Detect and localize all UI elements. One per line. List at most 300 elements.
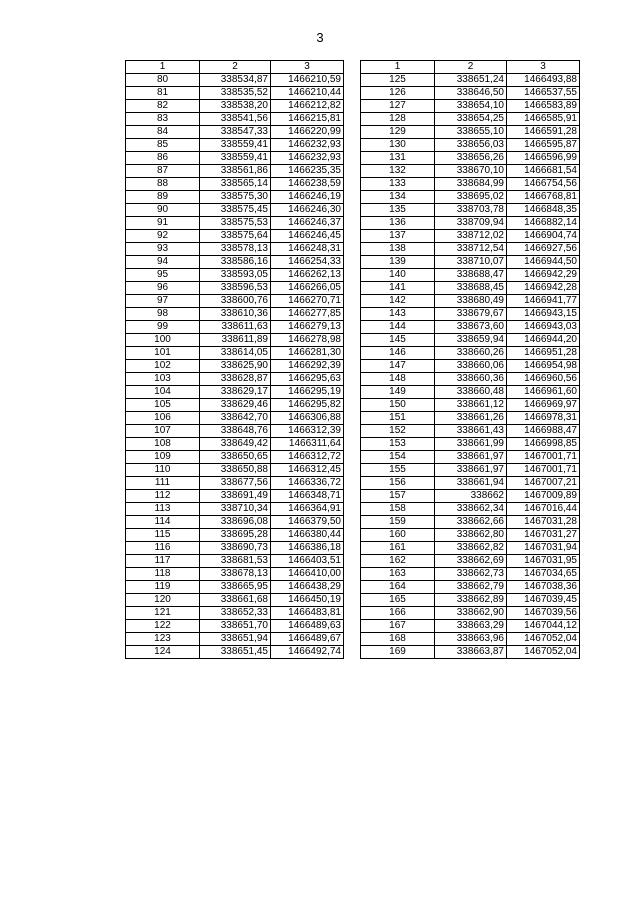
table-row <box>361 451 580 464</box>
table-row <box>126 139 344 152</box>
y-coordinate-cell: 1466944,20 <box>507 334 580 347</box>
x-coordinate-cell: 338649,42 <box>200 438 271 451</box>
point-number-cell: 80 <box>126 74 200 87</box>
x-coordinate-cell: 338688,45 <box>435 282 507 295</box>
y-coordinate-cell: 1466232,93 <box>271 152 344 165</box>
x-coordinate-cell: 338660,48 <box>435 386 507 399</box>
table-row <box>126 87 344 100</box>
x-coordinate-cell: 338575,30 <box>200 191 271 204</box>
table-row <box>361 438 580 451</box>
table-row <box>361 373 580 386</box>
y-coordinate-cell: 1466941,77 <box>507 295 580 308</box>
point-number-cell: 139 <box>361 256 435 269</box>
y-coordinate-cell: 1466978,31 <box>507 412 580 425</box>
table-row <box>126 373 344 386</box>
point-number-cell: 166 <box>361 607 435 620</box>
x-coordinate-cell: 338586,16 <box>200 256 271 269</box>
point-number-cell: 110 <box>126 464 200 477</box>
x-coordinate-cell: 338662,80 <box>435 529 507 542</box>
point-number-cell: 163 <box>361 568 435 581</box>
point-number-cell: 96 <box>126 282 200 295</box>
table-row <box>361 464 580 477</box>
column-header-3: 3 <box>271 61 344 74</box>
x-coordinate-cell: 338655,10 <box>435 126 507 139</box>
x-coordinate-cell: 338661,94 <box>435 477 507 490</box>
x-coordinate-cell: 338670,10 <box>435 165 507 178</box>
point-number-cell: 158 <box>361 503 435 516</box>
table-row <box>361 113 580 126</box>
table-body-left <box>126 74 344 659</box>
y-coordinate-cell: 1466295,63 <box>271 373 344 386</box>
y-coordinate-cell: 1466969,97 <box>507 399 580 412</box>
point-number-cell: 136 <box>361 217 435 230</box>
y-coordinate-cell: 1466492,74 <box>271 646 344 659</box>
x-coordinate-cell: 338541,56 <box>200 113 271 126</box>
point-number-cell: 124 <box>126 646 200 659</box>
y-coordinate-cell: 1467007,21 <box>507 477 580 490</box>
x-coordinate-cell: 338651,94 <box>200 633 271 646</box>
x-coordinate-cell: 338662 <box>435 490 507 503</box>
y-coordinate-cell: 1466246,45 <box>271 230 344 243</box>
table-row <box>361 490 580 503</box>
point-number-cell: 107 <box>126 425 200 438</box>
table-row <box>126 204 344 217</box>
y-coordinate-cell: 1467001,71 <box>507 464 580 477</box>
table-row <box>126 386 344 399</box>
point-number-cell: 134 <box>361 191 435 204</box>
x-coordinate-cell: 338665,95 <box>200 581 271 594</box>
x-coordinate-cell: 338611,89 <box>200 334 271 347</box>
point-number-cell: 115 <box>126 529 200 542</box>
table-row <box>126 165 344 178</box>
point-number-cell: 153 <box>361 438 435 451</box>
x-coordinate-cell: 338663,29 <box>435 620 507 633</box>
table-row <box>126 100 344 113</box>
y-coordinate-cell: 1466262,13 <box>271 269 344 282</box>
table-header-row <box>361 61 580 74</box>
table-row <box>361 269 580 282</box>
y-coordinate-cell: 1466943,03 <box>507 321 580 334</box>
y-coordinate-cell: 1466336,72 <box>271 477 344 490</box>
x-coordinate-cell: 338660,06 <box>435 360 507 373</box>
x-coordinate-cell: 338710,07 <box>435 256 507 269</box>
table-row <box>361 425 580 438</box>
point-number-cell: 113 <box>126 503 200 516</box>
point-number-cell: 147 <box>361 360 435 373</box>
point-number-cell: 141 <box>361 282 435 295</box>
table-row <box>126 321 344 334</box>
y-coordinate-cell: 1466410,00 <box>271 568 344 581</box>
y-coordinate-cell: 1466266,05 <box>271 282 344 295</box>
table-row <box>126 594 344 607</box>
x-coordinate-cell: 338688,47 <box>435 269 507 282</box>
point-number-cell: 161 <box>361 542 435 555</box>
x-coordinate-cell: 338681,53 <box>200 555 271 568</box>
y-coordinate-cell: 1466295,19 <box>271 386 344 399</box>
x-coordinate-cell: 338661,26 <box>435 412 507 425</box>
table-row <box>126 347 344 360</box>
x-coordinate-cell: 338646,50 <box>435 87 507 100</box>
table-row <box>361 516 580 529</box>
table-row <box>361 139 580 152</box>
point-number-cell: 108 <box>126 438 200 451</box>
point-number-cell: 88 <box>126 178 200 191</box>
y-coordinate-cell: 1466238,59 <box>271 178 344 191</box>
y-coordinate-cell: 1466380,44 <box>271 529 344 542</box>
y-coordinate-cell: 1467039,45 <box>507 594 580 607</box>
point-number-cell: 87 <box>126 165 200 178</box>
point-number-cell: 114 <box>126 516 200 529</box>
table-row <box>126 607 344 620</box>
x-coordinate-cell: 338661,97 <box>435 464 507 477</box>
x-coordinate-cell: 338648,76 <box>200 425 271 438</box>
y-coordinate-cell: 1466246,37 <box>271 217 344 230</box>
table-row <box>126 633 344 646</box>
table-row <box>361 152 580 165</box>
x-coordinate-cell: 338662,89 <box>435 594 507 607</box>
table-row <box>126 425 344 438</box>
table-row <box>361 126 580 139</box>
y-coordinate-cell: 1466379,50 <box>271 516 344 529</box>
x-coordinate-cell: 338659,94 <box>435 334 507 347</box>
y-coordinate-cell: 1466942,29 <box>507 269 580 282</box>
point-number-cell: 117 <box>126 555 200 568</box>
point-number-cell: 104 <box>126 386 200 399</box>
y-coordinate-cell: 1466254,33 <box>271 256 344 269</box>
x-coordinate-cell: 338575,64 <box>200 230 271 243</box>
table-row <box>126 464 344 477</box>
point-number-cell: 135 <box>361 204 435 217</box>
table-row <box>361 594 580 607</box>
y-coordinate-cell: 1466681,54 <box>507 165 580 178</box>
point-number-cell: 109 <box>126 451 200 464</box>
y-coordinate-cell: 1466279,13 <box>271 321 344 334</box>
y-coordinate-cell: 1467052,04 <box>507 633 580 646</box>
x-coordinate-cell: 338651,70 <box>200 620 271 633</box>
x-coordinate-cell: 338642,70 <box>200 412 271 425</box>
table-row <box>126 178 344 191</box>
x-coordinate-cell: 338656,26 <box>435 152 507 165</box>
table-row <box>126 334 344 347</box>
y-coordinate-cell: 1467001,71 <box>507 451 580 464</box>
table-row <box>361 503 580 516</box>
coordinates-table-right <box>360 60 580 659</box>
y-coordinate-cell: 1466489,67 <box>271 633 344 646</box>
point-number-cell: 165 <box>361 594 435 607</box>
point-number-cell: 85 <box>126 139 200 152</box>
point-number-cell: 98 <box>126 308 200 321</box>
point-number-cell: 146 <box>361 347 435 360</box>
point-number-cell: 102 <box>126 360 200 373</box>
x-coordinate-cell: 338660,36 <box>435 373 507 386</box>
point-number-cell: 101 <box>126 347 200 360</box>
y-coordinate-cell: 1466585,91 <box>507 113 580 126</box>
y-coordinate-cell: 1466583,89 <box>507 100 580 113</box>
column-header-3: 3 <box>507 61 580 74</box>
x-coordinate-cell: 338662,66 <box>435 516 507 529</box>
x-coordinate-cell: 338650,65 <box>200 451 271 464</box>
point-number-cell: 157 <box>361 490 435 503</box>
point-number-cell: 154 <box>361 451 435 464</box>
table-row <box>126 217 344 230</box>
point-number-cell: 156 <box>361 477 435 490</box>
point-number-cell: 148 <box>361 373 435 386</box>
x-coordinate-cell: 338611,63 <box>200 321 271 334</box>
y-coordinate-cell: 1466944,50 <box>507 256 580 269</box>
x-coordinate-cell: 338673,60 <box>435 321 507 334</box>
table-row <box>126 295 344 308</box>
x-coordinate-cell: 338677,56 <box>200 477 271 490</box>
table-row <box>126 490 344 503</box>
table-row <box>361 646 580 659</box>
x-coordinate-cell: 338656,03 <box>435 139 507 152</box>
y-coordinate-cell: 1466312,72 <box>271 451 344 464</box>
table-row <box>361 191 580 204</box>
point-number-cell: 100 <box>126 334 200 347</box>
point-number-cell: 119 <box>126 581 200 594</box>
x-coordinate-cell: 338538,20 <box>200 100 271 113</box>
table-row <box>126 269 344 282</box>
point-number-cell: 116 <box>126 542 200 555</box>
y-coordinate-cell: 1466537,55 <box>507 87 580 100</box>
y-coordinate-cell: 1466882,14 <box>507 217 580 230</box>
x-coordinate-cell: 338684,99 <box>435 178 507 191</box>
x-coordinate-cell: 338662,90 <box>435 607 507 620</box>
y-coordinate-cell: 1466848,35 <box>507 204 580 217</box>
table-row <box>126 74 344 87</box>
point-number-cell: 84 <box>126 126 200 139</box>
point-number-cell: 140 <box>361 269 435 282</box>
y-coordinate-cell: 1466312,45 <box>271 464 344 477</box>
y-coordinate-cell: 1466960,56 <box>507 373 580 386</box>
table-row <box>361 620 580 633</box>
table-row <box>361 74 580 87</box>
coordinates-table-left <box>125 60 344 659</box>
x-coordinate-cell: 338695,28 <box>200 529 271 542</box>
table-row <box>361 217 580 230</box>
table-row <box>361 568 580 581</box>
y-coordinate-cell: 1467031,95 <box>507 555 580 568</box>
table-row <box>126 230 344 243</box>
point-number-cell: 145 <box>361 334 435 347</box>
table-header-row <box>126 61 344 74</box>
table-row <box>361 87 580 100</box>
y-coordinate-cell: 1466998,85 <box>507 438 580 451</box>
point-number-cell: 128 <box>361 113 435 126</box>
x-coordinate-cell: 338662,73 <box>435 568 507 581</box>
y-coordinate-cell: 1466493,88 <box>507 74 580 87</box>
point-number-cell: 103 <box>126 373 200 386</box>
point-number-cell: 155 <box>361 464 435 477</box>
y-coordinate-cell: 1467009,89 <box>507 490 580 503</box>
point-number-cell: 167 <box>361 620 435 633</box>
y-coordinate-cell: 1466295,82 <box>271 399 344 412</box>
table-row <box>361 555 580 568</box>
x-coordinate-cell: 338614,05 <box>200 347 271 360</box>
column-header-2: 2 <box>435 61 507 74</box>
y-coordinate-cell: 1466904,74 <box>507 230 580 243</box>
table-row <box>126 113 344 126</box>
point-number-cell: 125 <box>361 74 435 87</box>
y-coordinate-cell: 1466246,30 <box>271 204 344 217</box>
table-row <box>361 529 580 542</box>
y-coordinate-cell: 1466364,91 <box>271 503 344 516</box>
column-header-2: 2 <box>200 61 271 74</box>
point-number-cell: 168 <box>361 633 435 646</box>
y-coordinate-cell: 1466403,51 <box>271 555 344 568</box>
point-number-cell: 144 <box>361 321 435 334</box>
x-coordinate-cell: 338680,49 <box>435 295 507 308</box>
table-row <box>361 100 580 113</box>
table-row <box>126 256 344 269</box>
table-row <box>126 516 344 529</box>
x-coordinate-cell: 338663,96 <box>435 633 507 646</box>
y-coordinate-cell: 1466210,59 <box>271 74 344 87</box>
point-number-cell: 129 <box>361 126 435 139</box>
point-number-cell: 121 <box>126 607 200 620</box>
y-coordinate-cell: 1466596,99 <box>507 152 580 165</box>
y-coordinate-cell: 1466927,56 <box>507 243 580 256</box>
point-number-cell: 130 <box>361 139 435 152</box>
table-row <box>361 399 580 412</box>
point-number-cell: 152 <box>361 425 435 438</box>
x-coordinate-cell: 338661,68 <box>200 594 271 607</box>
table-row <box>361 607 580 620</box>
y-coordinate-cell: 1466248,31 <box>271 243 344 256</box>
x-coordinate-cell: 338610,36 <box>200 308 271 321</box>
table-row <box>126 503 344 516</box>
x-coordinate-cell: 338662,82 <box>435 542 507 555</box>
x-coordinate-cell: 338691,49 <box>200 490 271 503</box>
y-coordinate-cell: 1467052,04 <box>507 646 580 659</box>
page-number: 3 <box>316 30 324 45</box>
table-row <box>361 412 580 425</box>
table-row <box>126 360 344 373</box>
point-number-cell: 149 <box>361 386 435 399</box>
point-number-cell: 118 <box>126 568 200 581</box>
point-number-cell: 126 <box>361 87 435 100</box>
point-number-cell: 97 <box>126 295 200 308</box>
x-coordinate-cell: 338629,17 <box>200 386 271 399</box>
x-coordinate-cell: 338663,87 <box>435 646 507 659</box>
point-number-cell: 133 <box>361 178 435 191</box>
point-number-cell: 137 <box>361 230 435 243</box>
column-header-1: 1 <box>126 61 200 74</box>
y-coordinate-cell: 1466768,81 <box>507 191 580 204</box>
table-row <box>361 386 580 399</box>
y-coordinate-cell: 1467031,27 <box>507 529 580 542</box>
point-number-cell: 120 <box>126 594 200 607</box>
table-row <box>126 555 344 568</box>
x-coordinate-cell: 338547,33 <box>200 126 271 139</box>
table-row <box>126 620 344 633</box>
point-number-cell: 95 <box>126 269 200 282</box>
table-row <box>361 178 580 191</box>
point-number-cell: 94 <box>126 256 200 269</box>
table-row <box>361 321 580 334</box>
y-coordinate-cell: 1466951,28 <box>507 347 580 360</box>
table-row <box>361 477 580 490</box>
y-coordinate-cell: 1466591,28 <box>507 126 580 139</box>
y-coordinate-cell: 1466212,82 <box>271 100 344 113</box>
table-row <box>361 581 580 594</box>
x-coordinate-cell: 338629,46 <box>200 399 271 412</box>
table-row <box>126 243 344 256</box>
point-number-cell: 112 <box>126 490 200 503</box>
point-number-cell: 83 <box>126 113 200 126</box>
x-coordinate-cell: 338559,41 <box>200 152 271 165</box>
y-coordinate-cell: 1466311,64 <box>271 438 344 451</box>
table-row <box>126 399 344 412</box>
table-row <box>126 438 344 451</box>
y-coordinate-cell: 1467031,28 <box>507 516 580 529</box>
table-body-right <box>361 74 580 659</box>
y-coordinate-cell: 1466489,63 <box>271 620 344 633</box>
y-coordinate-cell: 1466386,18 <box>271 542 344 555</box>
point-number-cell: 92 <box>126 230 200 243</box>
y-coordinate-cell: 1466961,60 <box>507 386 580 399</box>
table-row <box>126 126 344 139</box>
x-coordinate-cell: 338651,24 <box>435 74 507 87</box>
y-coordinate-cell: 1466232,93 <box>271 139 344 152</box>
y-coordinate-cell: 1466754,56 <box>507 178 580 191</box>
x-coordinate-cell: 338709,94 <box>435 217 507 230</box>
table-row <box>361 295 580 308</box>
y-coordinate-cell: 1466220,99 <box>271 126 344 139</box>
x-coordinate-cell: 338662,79 <box>435 581 507 594</box>
x-coordinate-cell: 338600,76 <box>200 295 271 308</box>
table-row <box>361 256 580 269</box>
table-row <box>361 542 580 555</box>
table-row <box>361 165 580 178</box>
y-coordinate-cell: 1466348,71 <box>271 490 344 503</box>
point-number-cell: 142 <box>361 295 435 308</box>
point-number-cell: 164 <box>361 581 435 594</box>
point-number-cell: 122 <box>126 620 200 633</box>
x-coordinate-cell: 338678,13 <box>200 568 271 581</box>
point-number-cell: 90 <box>126 204 200 217</box>
point-number-cell: 162 <box>361 555 435 568</box>
point-number-cell: 82 <box>126 100 200 113</box>
x-coordinate-cell: 338628,87 <box>200 373 271 386</box>
table-row <box>361 633 580 646</box>
y-coordinate-cell: 1466215,81 <box>271 113 344 126</box>
x-coordinate-cell: 338712,54 <box>435 243 507 256</box>
x-coordinate-cell: 338690,73 <box>200 542 271 555</box>
y-coordinate-cell: 1466450,19 <box>271 594 344 607</box>
y-coordinate-cell: 1466954,98 <box>507 360 580 373</box>
y-coordinate-cell: 1466483,81 <box>271 607 344 620</box>
point-number-cell: 159 <box>361 516 435 529</box>
x-coordinate-cell: 338712,02 <box>435 230 507 243</box>
table-row <box>126 191 344 204</box>
x-coordinate-cell: 338703,78 <box>435 204 507 217</box>
point-number-cell: 93 <box>126 243 200 256</box>
point-number-cell: 123 <box>126 633 200 646</box>
y-coordinate-cell: 1466278,98 <box>271 334 344 347</box>
point-number-cell: 127 <box>361 100 435 113</box>
point-number-cell: 106 <box>126 412 200 425</box>
table-row <box>361 230 580 243</box>
y-coordinate-cell: 1466438,29 <box>271 581 344 594</box>
table-row <box>126 451 344 464</box>
y-coordinate-cell: 1466595,87 <box>507 139 580 152</box>
table-row <box>126 477 344 490</box>
y-coordinate-cell: 1467039,56 <box>507 607 580 620</box>
y-coordinate-cell: 1467038,36 <box>507 581 580 594</box>
y-coordinate-cell: 1467031,94 <box>507 542 580 555</box>
y-coordinate-cell: 1466235,35 <box>271 165 344 178</box>
